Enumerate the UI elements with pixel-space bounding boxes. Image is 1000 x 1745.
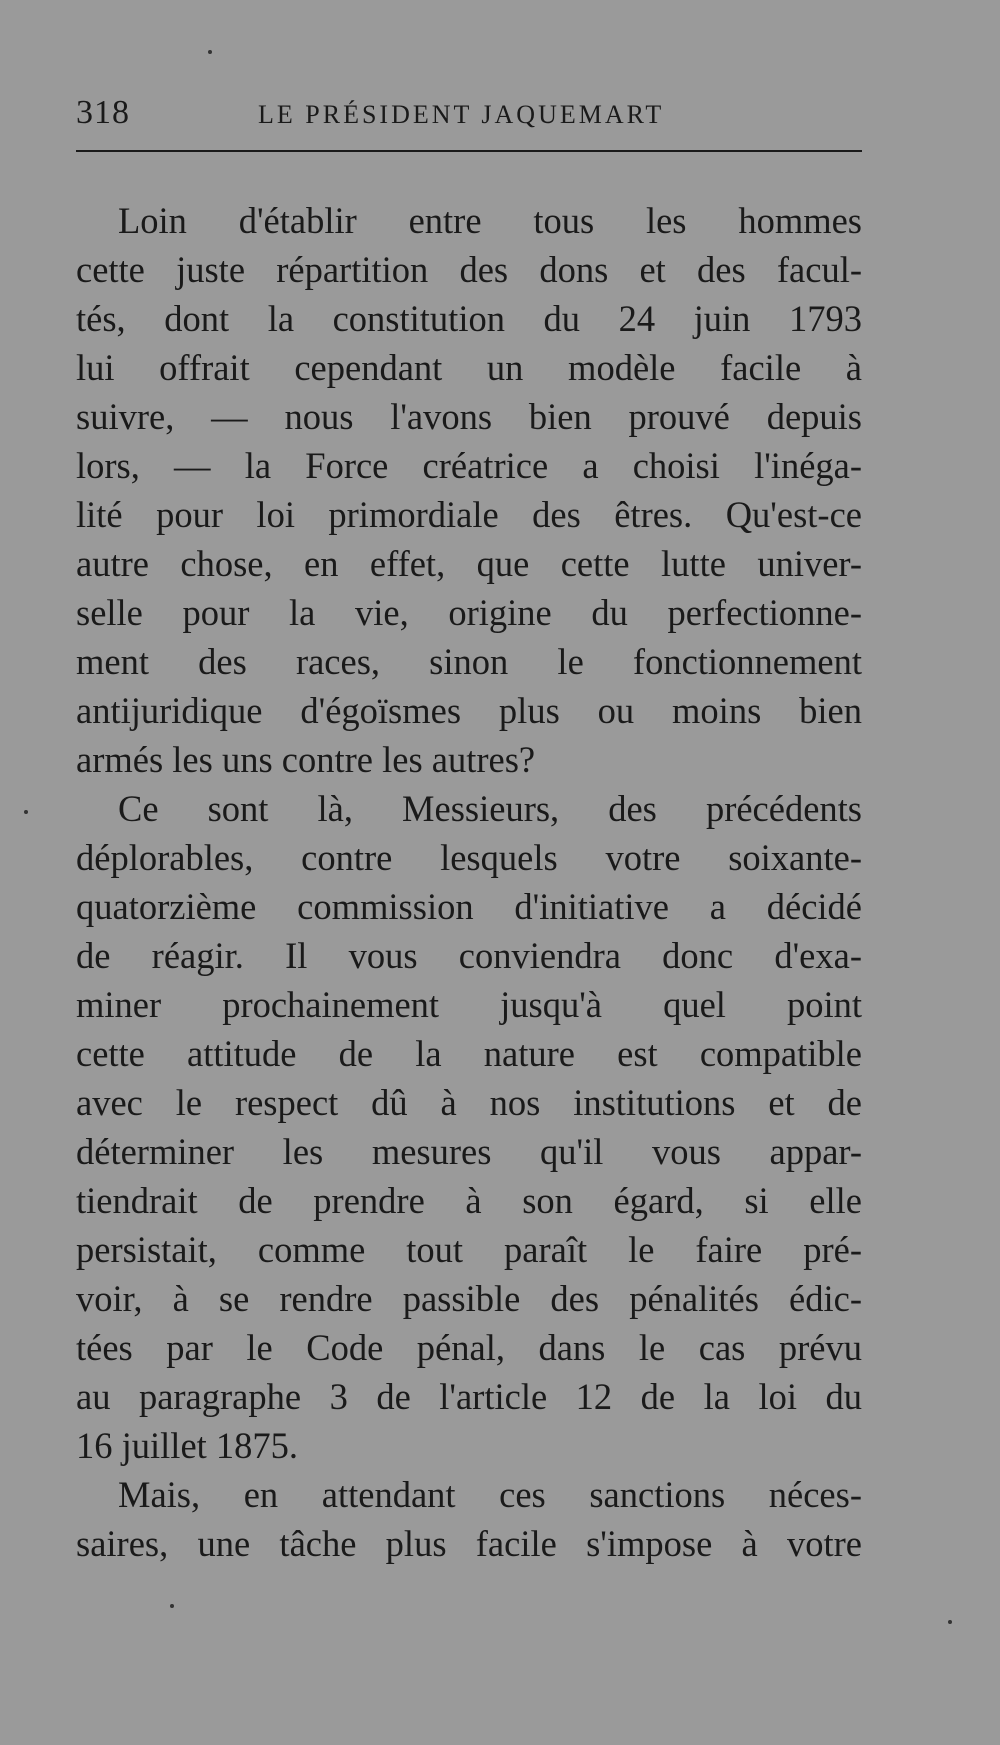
running-title: LE PRÉSIDENT JAQUEMART [258, 100, 665, 129]
scan-speck [208, 50, 212, 54]
scan-speck [24, 810, 28, 814]
text-line: lors, — la Force créatrice a choisi l'inéga- [76, 445, 862, 486]
text-line: Loin d'établir entre tous les hommes [118, 200, 862, 241]
text-line: tés, dont la constitution du 24 juin 1793 [76, 298, 862, 339]
text-line: persistait, comme tout paraît le faire pré- [76, 1229, 862, 1270]
paragraph-2 [76, 784, 862, 1470]
text-line: quatorzième commission d'initiative a décidé [76, 886, 862, 927]
scan-speck [948, 1620, 952, 1624]
text-line: déplorables, contre lesquels votre soixante- [76, 837, 862, 878]
text-line: avec le respect dû à nos institutions et de [76, 1082, 862, 1123]
scan-speck [170, 1604, 174, 1608]
text-line: antijuridique d'égoïsmes plus ou moins bien [76, 690, 862, 731]
text-line: suivre, — nous l'avons bien prouvé depuis [76, 396, 862, 437]
text-line: lui offrait cependant un modèle facile à [76, 347, 862, 388]
running-head [76, 94, 862, 140]
header-rule [76, 150, 862, 152]
text-line: lité pour loi primordiale des êtres. Qu'est-ce [76, 494, 862, 535]
text-line: ment des races, sinon le fonctionnement [76, 641, 862, 682]
text-line: cette attitude de la nature est compatible [76, 1033, 862, 1074]
text-line: de réagir. Il vous conviendra donc d'exa- [76, 935, 862, 976]
text-line: saires, une tâche plus facile s'impose à votre [76, 1523, 862, 1564]
text-line: selle pour la vie, origine du perfectionne- [76, 592, 862, 633]
text-line: Ce sont là, Messieurs, des précédents [118, 788, 862, 829]
text-line: cette juste répartition des dons et des facul- [76, 249, 862, 290]
paragraph-1 [76, 196, 862, 784]
paragraph-3 [76, 1470, 862, 1568]
text-line: 16 juillet 1875. [76, 1425, 299, 1466]
text-line: armés les uns contre les autres? [76, 739, 536, 780]
text-line: tiendrait de prendre à son égard, si elle [76, 1180, 862, 1221]
page-number: 318 [76, 94, 130, 131]
text-line: déterminer les mesures qu'il vous appar- [76, 1131, 862, 1172]
text-line: au paragraphe 3 de l'article 12 de la loi du [76, 1376, 862, 1417]
body-text [76, 196, 862, 1568]
text-line: autre chose, en effet, que cette lutte univer- [76, 543, 862, 584]
text-line: miner prochainement jusqu'à quel point [76, 984, 862, 1025]
text-line: Mais, en attendant ces sanctions néces- [118, 1474, 862, 1515]
text-line: tées par le Code pénal, dans le cas prévu [76, 1327, 862, 1368]
text-line: voir, à se rendre passible des pénalités édic- [76, 1278, 862, 1319]
